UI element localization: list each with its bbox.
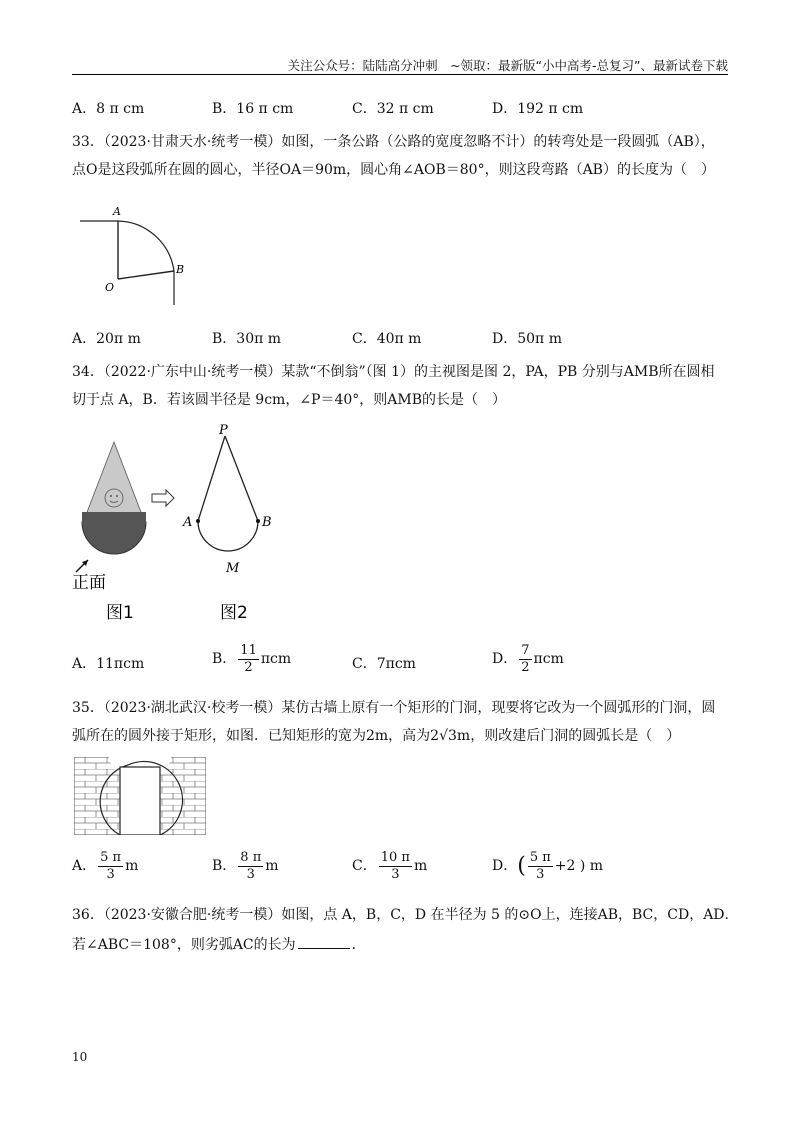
q34-label-m: M [226, 561, 240, 576]
q33-label-o: O [105, 281, 115, 294]
q33-line2: 点O是这段弧所在圆的圆心，半径OA＝90m，圆心角∠AOB＝80°，则这段弯路（AB）的长度为（ ） [72, 162, 715, 178]
q34-option-d: D． $\frac{7}{2}$ πcm [492, 643, 564, 675]
q32-option-a: A．8 π cm [72, 101, 145, 117]
q34-fig1-label: 图1 [106, 603, 134, 623]
q32-option-d: D．192 π cm [492, 101, 584, 117]
q35-brick-wall-figure [74, 757, 206, 835]
q35-line2: 弧所在的圆外接于矩形，如图．已知矩形的宽为2m，高为2√3m，则改建后门洞的圆弧长是（ ） [72, 728, 681, 744]
page-header: 关注公众号：陆陆高分冲刺 ~领取：最新版“小中高考-总复习”、最新试卷下载 [287, 58, 728, 73]
q33-option-a: A．20π m [72, 331, 141, 347]
q34-line2: 切于点 A，B．若该圆半径是 9cm，∠P＝40°，则AMB的长是（ ） [72, 392, 507, 408]
q33-option-b: B．30π m [212, 331, 282, 347]
q34-option-b: B． $\frac{11}{2}$ πcm [212, 643, 292, 675]
q35-option-c: C． $\frac{10 \pi}{3}$ m [352, 850, 428, 882]
q32-option-c: C．32 π cm [352, 101, 434, 117]
q34-option-a: A．11πcm [72, 656, 145, 672]
q33-label-a: A [113, 205, 121, 218]
q35-option-a: A． $\frac{5 \pi}{3}$ m [72, 850, 139, 882]
q33-option-c: C．40π m [352, 331, 422, 347]
q35-option-d: D．( $\frac{5 \pi}{3}$ +2 ) m [492, 850, 604, 882]
q34-front-label: 正面 [72, 573, 106, 593]
q34-label-a: A [183, 515, 193, 530]
q33-road-figure [70, 195, 210, 315]
q36-line2: 若∠ABC＝108°，则劣弧AC的长为 ． [72, 937, 366, 953]
q34-fig2-label: 图2 [220, 603, 248, 623]
q34-option-c: C．7πcm [352, 656, 416, 672]
q34-line1: 34．（2022·广东中山·统考一模）某款“不倒翁”（图 1）的主视图是图 2，PA，PB 分别与AMB所在圆相 [72, 364, 715, 380]
q34-tumbler-figure [70, 420, 290, 630]
header-rule [72, 74, 728, 75]
q35-option-b: B． $\frac{8 \pi}{3}$ m [212, 850, 279, 882]
q33-label-b: B [176, 263, 185, 276]
q34-label-p: P [219, 423, 228, 438]
q34-label-b: B [262, 515, 272, 530]
q36-line1: 36．（2023·安徽合肥·统考一模）如图，点 A，B，C，D 在半径为 5 的⊙O上，连接AB，BC，CD，AD． [72, 907, 739, 923]
q32-option-b: B．16 π cm [212, 101, 294, 117]
page-number: 10 [72, 1050, 88, 1064]
q35-line1: 35．（2023·湖北武汉·校考一模）某仿古墙上原有一个矩形的门洞，现要将它改为一个圆弧形的门洞，圆 [72, 700, 716, 716]
q33-option-d: D．50π m [492, 331, 562, 347]
q33-line1: 33．（2023·甘肃天水·统考一模）如图，一条公路（公路的宽度忽略不计）的转弯处是一段圆弧（AB）， [72, 134, 715, 150]
q36-answer-blank [298, 948, 350, 949]
